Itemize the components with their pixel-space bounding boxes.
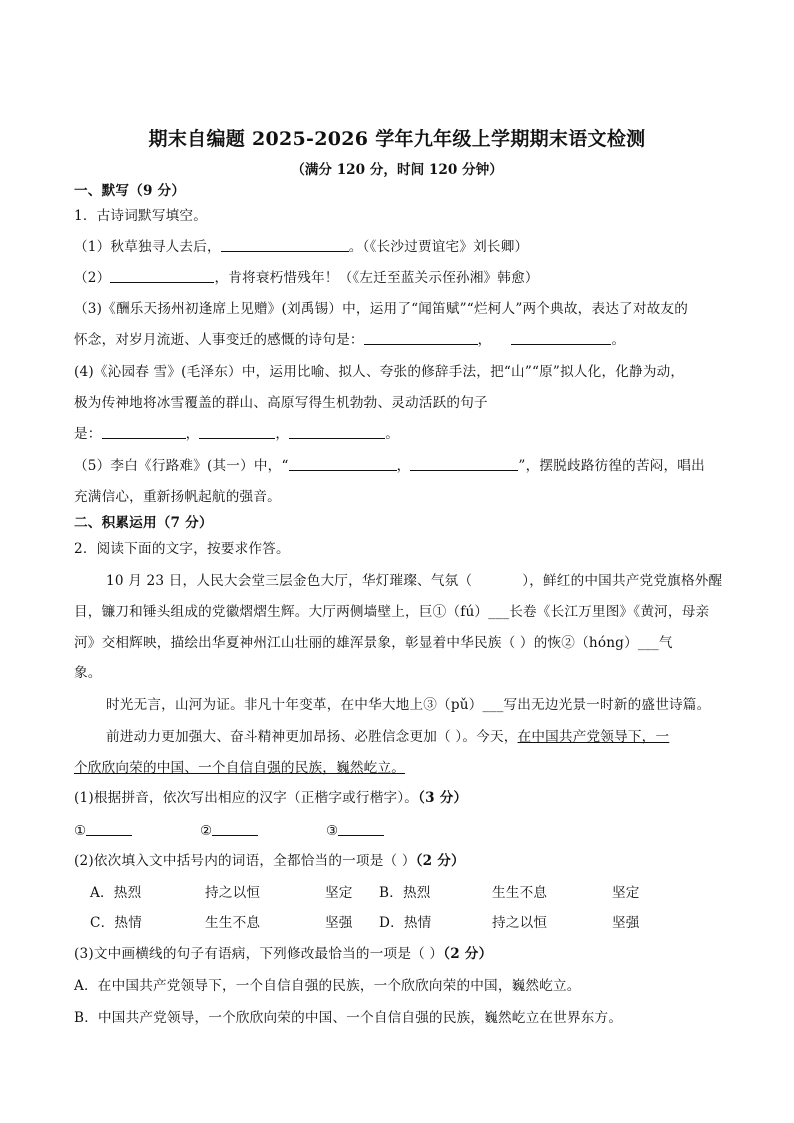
subquestion-2-score: （2 分） (415, 853, 465, 869)
answer-blank[interactable] (364, 330, 478, 345)
underlined-sentence: 在中国共产党领导下，一 (517, 729, 670, 745)
answer-blank[interactable] (199, 424, 275, 439)
subquestion-2-text: (2)依次填入文中括号内的词语，全都恰当的一项是（ ） (74, 853, 416, 869)
q1-item-4-label: 是： (74, 426, 102, 442)
period: 。 (385, 426, 399, 442)
answer-blank[interactable] (110, 268, 214, 283)
answer-option-b[interactable]: B．中国共产党领导，一个欣欣向荣的中国、一个自信自强的民族，巍然屹立在世界东方。 (74, 1010, 623, 1026)
option-c-label[interactable]: C．热情 (90, 915, 142, 931)
passage-p1-line-1 (106, 571, 722, 591)
option-d-label[interactable]: D．热情 (379, 915, 432, 931)
question-1-prompt: 1．古诗词默写填空。 (74, 208, 207, 224)
answer-blank[interactable] (410, 456, 518, 471)
q1-item-1 (74, 237, 528, 257)
answer-blank[interactable] (289, 424, 385, 439)
subquestion-1 (74, 788, 467, 808)
option-a-word-3: 坚定 (325, 885, 353, 901)
comma: ， (477, 332, 492, 348)
period: 。 (611, 332, 626, 348)
marker-2: ② (200, 823, 213, 839)
section-1-heading: 一、默写（9 分） (74, 183, 186, 199)
q1-item-2-label: （2） (74, 270, 111, 286)
subquestion-3-score: （2 分） (443, 946, 493, 962)
answer-blank[interactable] (221, 237, 349, 252)
q1-item-2-text: ，肯将衰朽惜残年！（《左迁至蓝关示侄孙湘》韩愈） (214, 270, 539, 286)
option-c-word-3: 坚强 (325, 915, 353, 931)
q1-item-5-text: （5）李白《行路难》(其一）中，“ (74, 458, 289, 474)
q1-item-1-source: 。（《长沙过贾谊宅》刘长卿） (348, 239, 529, 255)
answer-option-a[interactable]: A．在中国共产党领导下，一个自信自强的民族，一个欣欣向荣的中国，巍然屹立。 (74, 978, 581, 994)
passage-text: ），鲜红的中国共产党党旗格外醒 (522, 573, 723, 589)
q1-item-2 (74, 268, 539, 288)
passage-p3-line-1 (106, 727, 669, 747)
question-2-prompt: 2．阅读下面的文字，按要求作答。 (74, 541, 290, 557)
q1-item-1-text: （1）秋草独寻人去后， (74, 239, 221, 255)
q1-item-4-line-3 (74, 424, 399, 444)
document-title: 期末自编题 2025-2026 学年九年级上学期期末语文检测 (148, 128, 646, 150)
subquestion-1-score: （3 分） (418, 790, 468, 806)
comma: ， (396, 458, 411, 474)
answer-blank[interactable] (511, 330, 611, 345)
option-b-label[interactable]: B．热烈 (379, 885, 431, 901)
option-d-word-2: 持之以恒 (492, 915, 548, 931)
q1-item-5-text-end: ”，摆脱歧路彷徨的苦闷，唱出 (518, 458, 705, 474)
passage-p1-line-4: 象。 (74, 665, 102, 681)
answer-blank[interactable] (102, 424, 186, 439)
option-a-word-2: 持之以恒 (205, 885, 261, 901)
subquestion-1-text: (1)根据拼音，依次写出相应的汉字（正楷字或行楷字）。 (74, 790, 419, 806)
option-a-label[interactable]: A．热烈 (90, 885, 142, 901)
comma: ， (185, 426, 200, 442)
document-subtitle: （满分 120 分，时间 120 分钟） (291, 162, 503, 178)
subquestion-2 (74, 851, 465, 871)
passage-text: 10 月 23 日，人民大会堂三层金色大厅，华灯璀璨、气氛（ (106, 573, 473, 589)
q1-item-4-line-2: 极为传神地将冰雪覆盖的群山、高原写得生机勃勃、灵动活跃的句子 (74, 395, 488, 411)
answer-row (326, 821, 384, 841)
passage-p2: 时光无言，山河为证。非凡十年变革，在中华大地上③（pǔ）___写出无边光景一时新的盛世诗篇。 (106, 697, 711, 713)
answer-blank-2[interactable] (212, 821, 258, 836)
q1-item-3-line-2 (74, 330, 625, 350)
option-b-word-3: 坚定 (612, 885, 640, 901)
answer-blank[interactable] (289, 456, 397, 471)
answer-row (74, 821, 132, 841)
passage-text: 前进动力更加强大、奋斗精神更加昂扬、必胜信念更加（ ）。今天， (106, 729, 518, 745)
q1-item-3-text: 怀念，对岁月流逝、人事变迁的感慨的诗句是： (74, 332, 364, 348)
answer-blank-3[interactable] (338, 821, 384, 836)
answer-blank-1[interactable] (86, 821, 132, 836)
answer-row (200, 821, 258, 841)
section-2-heading: 二、积累运用（7 分） (74, 515, 213, 531)
q1-item-5-line-2: 充满信心，重新扬帆起航的强音。 (74, 489, 281, 505)
option-c-word-2: 生生不息 (205, 915, 261, 931)
q1-item-3-line-1: （3)《酬乐天扬州初逢席上见赠》(刘禹锡）中，运用了“闻笛赋”“烂柯人”两个典故，表达了对故友的 (74, 301, 688, 317)
subquestion-3 (74, 944, 492, 964)
underlined-sentence-cont: 个欣欣向荣的中国、一个自信自强的民族，巍然屹立。 (74, 760, 406, 776)
marker-1: ① (74, 823, 87, 839)
q1-item-5-line-1 (74, 456, 705, 476)
subquestion-3-text: (3)文中画横线的句子有语病，下列修改最恰当的一项是（ ） (74, 946, 444, 962)
passage-p1-line-3: 河》交相辉映，描绘出华夏神州江山壮丽的雄浑景象，彰显着中华民族（ ）的恢②（hóng）___气 (74, 635, 673, 651)
option-b-word-2: 生生不息 (492, 885, 548, 901)
q1-item-4-line-1: (4)《沁园春 雪》(毛泽东）中，运用比喻、拟人、夸张的修辞手法，把“山”“原”拟人化，化静为动， (74, 364, 685, 380)
marker-3: ③ (326, 823, 339, 839)
option-d-word-3: 坚强 (612, 915, 640, 931)
comma: ， (275, 426, 290, 442)
passage-p1-line-2: 目，镰刀和锤头组成的党徽熠熠生辉。大厅两侧墙壁上，巨①（fú）___长卷《长江万里图》《黄河，母亲 (74, 604, 710, 620)
